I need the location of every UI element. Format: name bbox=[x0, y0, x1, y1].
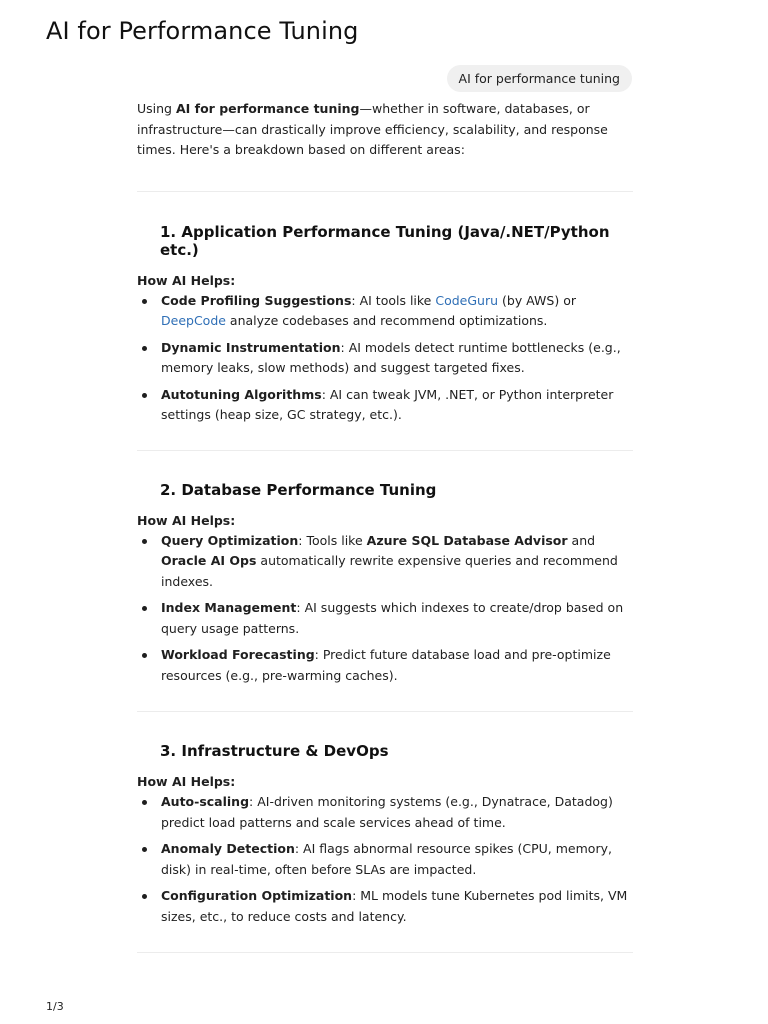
deepcode-link[interactable]: DeepCode bbox=[161, 313, 226, 328]
query-chip: AI for performance tuning bbox=[447, 65, 632, 92]
section-divider bbox=[137, 191, 633, 192]
section-divider bbox=[137, 711, 633, 712]
bullet-icon bbox=[142, 393, 147, 398]
item-text: automatically rewrite expensive queries and recommend indexes. bbox=[161, 553, 618, 589]
intro-paragraph bbox=[137, 99, 633, 161]
item-text: : Tools like bbox=[298, 532, 367, 548]
bullet-icon bbox=[142, 299, 147, 304]
intro-post: —whether in software, databases, or infrastructure—can drastically improve efficiency, scalability, and response times. Here's a breakdown based on different areas: bbox=[137, 101, 608, 157]
section-divider bbox=[137, 450, 633, 451]
item-text: : AI tools like bbox=[351, 292, 436, 308]
item-text: : Predict future database load and pre-optimize resources (e.g., pre-warming caches). bbox=[161, 647, 611, 683]
bullet-list bbox=[137, 531, 633, 687]
item-term: Anomaly Detection bbox=[161, 841, 295, 856]
item-text: : AI flags abnormal resource spikes (CPU, memory, disk) in real-time, often before SLAs are impacted. bbox=[161, 841, 612, 877]
section-title: 2. Database Performance Tuning bbox=[160, 480, 437, 499]
intro-pre: Using bbox=[137, 101, 176, 116]
item-text: (by AWS) or bbox=[498, 292, 576, 308]
how-ai-helps-label: How AI Helps: bbox=[137, 272, 236, 288]
item-text: : ML models tune Kubernetes pod limits, VM sizes, etc., to reduce costs and latency. bbox=[161, 888, 628, 924]
list-item bbox=[137, 645, 633, 686]
section-divider bbox=[137, 952, 633, 953]
tool-name: Oracle AI Ops bbox=[161, 553, 257, 568]
list-item bbox=[137, 598, 633, 639]
intro-bold: AI for performance tuning bbox=[175, 101, 360, 116]
bullet-icon bbox=[142, 847, 147, 852]
item-term: Workload Forecasting bbox=[161, 647, 315, 662]
page-number: 1/3 bbox=[46, 1000, 64, 1013]
bullet-icon bbox=[142, 653, 147, 658]
item-term: Auto-scaling bbox=[161, 794, 250, 809]
page-title: AI for Performance Tuning bbox=[46, 17, 359, 45]
item-term: Query Optimization bbox=[161, 532, 299, 548]
bullet-icon bbox=[142, 346, 147, 351]
list-item bbox=[137, 792, 633, 833]
item-text: : AI can tweak JVM, .NET, or Python interpreter settings (heap size, GC strategy, etc.). bbox=[161, 386, 614, 422]
bullet-icon bbox=[142, 894, 147, 899]
list-item bbox=[137, 531, 633, 593]
item-term: Configuration Optimization bbox=[161, 888, 353, 903]
bullet-icon bbox=[142, 800, 147, 805]
list-item bbox=[137, 291, 633, 332]
list-item bbox=[137, 886, 633, 927]
item-term: Autotuning Algorithms bbox=[161, 386, 322, 402]
section-title: 1. Application Performance Tuning (Java/.NET/Python etc.) bbox=[160, 222, 610, 259]
section-infrastructure bbox=[137, 742, 633, 927]
list-item bbox=[137, 385, 633, 426]
list-item bbox=[137, 338, 633, 379]
how-ai-helps-label: How AI Helps: bbox=[137, 512, 236, 528]
bullet-list bbox=[137, 291, 633, 426]
section-application bbox=[137, 223, 633, 426]
item-term: Index Management bbox=[161, 600, 297, 615]
bullet-icon bbox=[142, 606, 147, 611]
item-term: Dynamic Instrumentation bbox=[161, 339, 341, 355]
bullet-list bbox=[137, 792, 633, 927]
list-item bbox=[137, 839, 633, 880]
section-database bbox=[137, 481, 633, 687]
item-text: : AI-driven monitoring systems (e.g., Dynatrace, Datadog) predict load patterns and scale services ahead of time. bbox=[161, 794, 613, 830]
item-text: : AI models detect runtime bottlenecks (e.g., memory leaks, slow methods) and suggest targeted fixes. bbox=[161, 339, 621, 375]
tool-name: Azure SQL Database Advisor bbox=[366, 532, 568, 548]
how-ai-helps-label: How AI Helps: bbox=[137, 774, 236, 789]
item-term: Code Profiling Suggestions bbox=[161, 292, 352, 308]
item-text: and bbox=[567, 532, 596, 548]
codeguru-link[interactable]: CodeGuru bbox=[435, 292, 499, 308]
item-text: analyze codebases and recommend optimizations. bbox=[225, 313, 548, 328]
document-body bbox=[137, 99, 633, 953]
section-title: 3. Infrastructure & DevOps bbox=[160, 742, 389, 760]
bullet-icon bbox=[142, 539, 147, 544]
item-text: : AI suggests which indexes to create/drop based on query usage patterns. bbox=[161, 600, 624, 636]
